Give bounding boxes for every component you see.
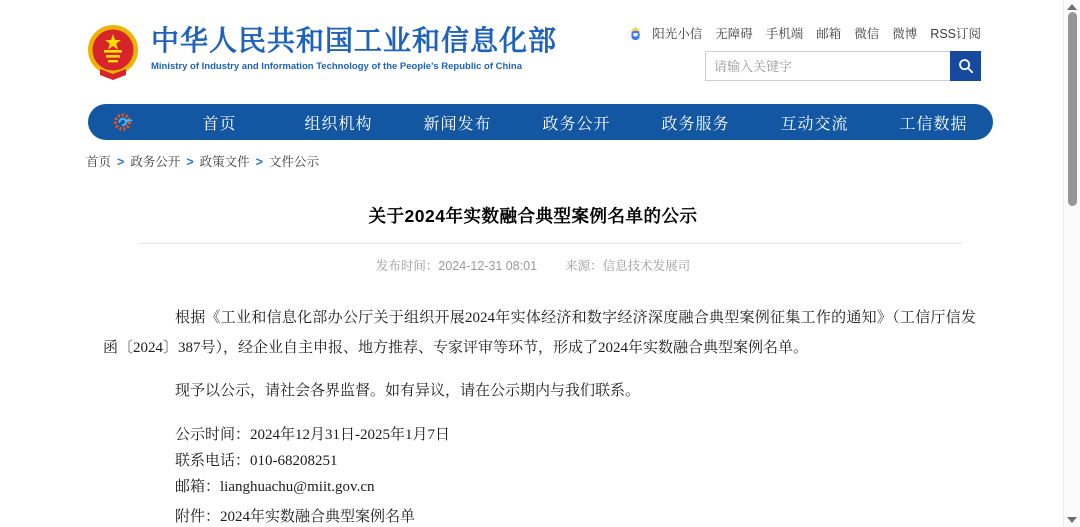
top-link-weibo[interactable]: 微博 <box>892 27 918 41</box>
email-line: 邮箱：lianghuachu@miit.gov.cn <box>175 479 375 495</box>
site-search <box>705 51 981 81</box>
breadcrumb-separator: > <box>186 155 194 169</box>
main-nav <box>88 104 993 140</box>
miit-logo-icon[interactable] <box>88 111 160 133</box>
site-subtitle: Ministry of Industry and Information Technology of the People's Republic of China <box>151 61 523 72</box>
breadcrumb-item-doc-notice[interactable]: 文件公示 <box>268 155 319 169</box>
site-title: 中华人民共和国工业和信息化部 <box>151 25 558 56</box>
top-link-rss[interactable]: RSS订阅 <box>930 27 981 41</box>
top-link-accessibility[interactable]: 无障碍 <box>715 27 753 41</box>
top-link-wechat[interactable]: 微信 <box>854 27 880 41</box>
sunshine-mascot-icon <box>628 26 643 41</box>
notice-period-line: 公示时间：2024年12月31日-2025年1月7日 <box>175 427 450 443</box>
site-logo-block[interactable] <box>85 24 557 80</box>
nav-item-gov-services[interactable]: 政务服务 <box>661 115 730 133</box>
breadcrumb-separator: > <box>117 155 125 169</box>
top-link-yangguang-xiaoxin[interactable]: 阳光小信 <box>652 27 703 41</box>
nav-item-home[interactable]: 首页 <box>202 115 237 133</box>
source: 信息技术发展司 <box>602 259 691 273</box>
nav-item-icit-data[interactable]: 工信数据 <box>899 115 968 133</box>
publish-time-label: 发布时间： <box>375 259 439 273</box>
article-body <box>103 303 976 527</box>
search-button[interactable] <box>950 51 981 81</box>
nav-item-gov-disclosure[interactable]: 政务公开 <box>542 115 611 133</box>
top-link-mail[interactable]: 邮箱 <box>816 27 842 41</box>
article-meta <box>85 256 981 274</box>
top-link-mobile[interactable]: 手机端 <box>765 27 804 41</box>
article-title: 关于2024年实数融合典型案例名单的公示 <box>368 206 698 226</box>
breadcrumb <box>86 152 319 170</box>
breadcrumb-item-policy-docs[interactable]: 政策文件 <box>199 155 250 169</box>
source-label: 来源： <box>565 259 603 273</box>
scrollbar <box>1063 0 1080 527</box>
scrollbar-down-arrow-icon[interactable] <box>1067 517 1077 523</box>
national-emblem-icon <box>85 24 141 80</box>
search-input[interactable] <box>705 51 950 81</box>
attachment-line: 附件：2024年实数融合典型案例名单 <box>175 509 416 525</box>
breadcrumb-item-home[interactable]: 首页 <box>86 155 112 169</box>
breadcrumb-item-gov-disclosure[interactable]: 政务公开 <box>130 155 181 169</box>
scrollbar-up-arrow-icon[interactable] <box>1067 4 1077 10</box>
scrollbar-thumb[interactable] <box>1068 12 1077 206</box>
nav-item-news[interactable]: 新闻发布 <box>423 115 492 133</box>
breadcrumb-separator: > <box>255 155 263 169</box>
paragraph: 现予以公示，请社会各界监督。如有异议，请在公示期内与我们联系。 <box>175 383 641 399</box>
paragraph: 根据《工业和信息化部办公厅关于组织开展2024年实体经济和数字经济深度融合典型案例征集工作的通知》（工信厅信发函〔2024〕387号），经企业自主申报、地方推荐、专家评审等环节，形成了2024年实数融合典型案例名单。 <box>103 310 976 356</box>
nav-item-interaction[interactable]: 互动交流 <box>780 115 849 133</box>
phone-line: 联系电话：010-68208251 <box>175 453 338 469</box>
title-divider <box>140 243 962 244</box>
publish-time: 2024-12-31 08:01 <box>438 259 538 273</box>
nav-item-organization[interactable]: 组织机构 <box>304 115 373 133</box>
search-icon <box>958 58 974 74</box>
top-utility-links <box>628 24 981 42</box>
